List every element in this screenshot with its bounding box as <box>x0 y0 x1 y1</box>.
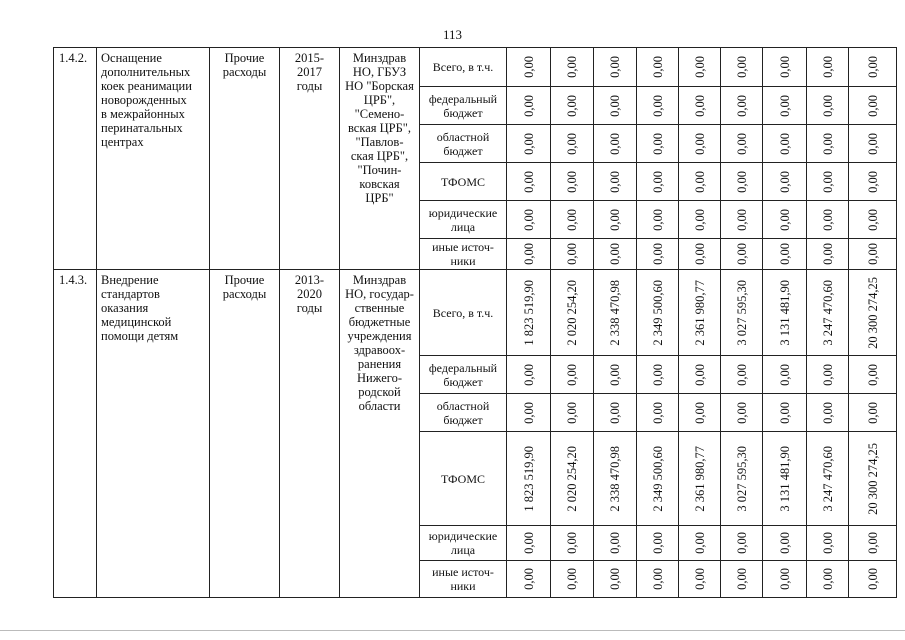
period-text-line: 2020 <box>297 287 322 301</box>
value-text: 2 361 980,77 <box>692 279 707 346</box>
page-number: 113 <box>442 27 463 42</box>
value-text: 0,00 <box>865 208 880 231</box>
value-text: 0,00 <box>521 56 536 78</box>
funding-source: Всего, в т.ч. <box>420 270 507 356</box>
value-cell <box>721 356 763 394</box>
value-text: 3 131 481,90 <box>777 279 792 346</box>
value-cell <box>763 356 807 394</box>
measure-name-text-line: медицинской <box>101 315 172 329</box>
period <box>280 270 340 598</box>
value-cell <box>551 561 594 598</box>
value-text: 0,00 <box>777 401 792 424</box>
value-text: 0,00 <box>650 243 665 265</box>
measure-name-text-line: коек реанимации <box>101 79 192 93</box>
value-cell <box>637 239 679 270</box>
budget-table <box>53 47 897 598</box>
value-cell <box>849 356 897 394</box>
measure-number: 1.4.2. <box>54 48 97 270</box>
value-cell <box>763 87 807 125</box>
value-cell <box>763 125 807 163</box>
expense-type-text-line: Прочие <box>224 51 265 65</box>
value-text: 0,00 <box>521 568 536 590</box>
period-text-line: 2013- <box>294 273 325 287</box>
value-cell <box>637 201 679 239</box>
value-text: 2 338 470,98 <box>608 279 622 346</box>
value-cell <box>679 87 721 125</box>
value-text: 0,00 <box>820 208 835 231</box>
value-text: 0,00 <box>734 243 749 265</box>
page-bottom-rule <box>0 630 905 631</box>
value-cell <box>679 561 721 598</box>
value-text: 0,00 <box>650 94 665 117</box>
value-text: 0,00 <box>777 243 792 265</box>
value-cell <box>507 270 551 356</box>
executor-text-line: бюджетные <box>348 315 411 329</box>
value-text: 0,00 <box>565 94 579 117</box>
value-cell <box>849 239 897 270</box>
value-text: 0,00 <box>521 208 536 231</box>
funding-source: юридические лица <box>420 201 507 239</box>
value-cell <box>551 394 594 432</box>
executor-text-line: учреждения <box>347 329 412 343</box>
executor-text-line: вская ЦРБ", <box>347 121 412 135</box>
value-text: 0,00 <box>734 94 749 117</box>
expense-type-text-line: расходы <box>222 65 267 79</box>
value-text: 0,00 <box>820 363 835 386</box>
value-cell <box>807 87 849 125</box>
executor-text-line: здравоох- <box>353 343 406 357</box>
value-text: 0,00 <box>608 243 622 265</box>
value-cell <box>551 48 594 87</box>
value-text: 0,00 <box>565 401 579 424</box>
value-text: 2 338 470,98 <box>608 445 622 512</box>
value-text: 3 131 481,90 <box>777 445 792 512</box>
executor <box>340 270 420 598</box>
value-cell <box>679 432 721 526</box>
value-cell <box>679 201 721 239</box>
funding-source: ТФОМС <box>420 432 507 526</box>
value-cell <box>849 526 897 561</box>
value-text: 0,00 <box>820 94 835 117</box>
value-cell <box>507 48 551 87</box>
value-cell <box>763 526 807 561</box>
value-text: 0,00 <box>608 132 622 155</box>
value-cell <box>849 394 897 432</box>
measure-name-text-line: в межрайонных <box>101 107 185 121</box>
value-text: 0,00 <box>521 532 536 554</box>
value-text: 0,00 <box>777 132 792 155</box>
value-text: 0,00 <box>865 568 880 590</box>
value-cell <box>849 561 897 598</box>
measure-name-text-line: Внедрение <box>101 273 159 287</box>
value-text: 0,00 <box>565 532 579 554</box>
value-cell <box>763 432 807 526</box>
expense-type <box>210 48 280 270</box>
value-text: 0,00 <box>608 56 622 78</box>
value-cell <box>763 48 807 87</box>
expense-type-text <box>210 51 279 79</box>
executor-text-line: ская ЦРБ", <box>350 149 409 163</box>
value-cell <box>721 432 763 526</box>
value-cell <box>551 163 594 201</box>
value-cell <box>721 163 763 201</box>
value-cell <box>679 394 721 432</box>
value-cell <box>594 239 637 270</box>
value-text: 3 247 470,60 <box>820 445 835 512</box>
value-cell <box>679 239 721 270</box>
value-cell <box>637 394 679 432</box>
value-text: 0,00 <box>521 401 536 424</box>
value-cell <box>551 270 594 356</box>
funding-source: федеральный бюджет <box>420 356 507 394</box>
value-text: 2 349 500,60 <box>650 279 665 346</box>
value-cell <box>721 125 763 163</box>
measure-name-text-line: новорожденных <box>101 93 187 107</box>
value-text: 0,00 <box>865 94 880 117</box>
value-text: 2 361 980,77 <box>692 445 707 512</box>
executor-text-line: ковская <box>359 177 400 191</box>
funding-source: иные источ-ники <box>420 561 507 598</box>
value-cell <box>594 356 637 394</box>
executor-text-line: НО "Борская <box>345 79 414 93</box>
value-text: 0,00 <box>865 532 880 554</box>
value-cell <box>849 125 897 163</box>
value-text: 0,00 <box>820 532 835 554</box>
measure-number: 1.4.3. <box>54 270 97 598</box>
value-text: 0,00 <box>777 170 792 193</box>
executor-text-line: Нижего- <box>357 371 402 385</box>
value-text: 0,00 <box>608 568 622 590</box>
value-cell <box>849 163 897 201</box>
value-cell <box>594 125 637 163</box>
value-cell <box>507 125 551 163</box>
value-cell <box>507 561 551 598</box>
value-text: 0,00 <box>734 56 749 78</box>
value-cell <box>763 394 807 432</box>
value-cell <box>721 526 763 561</box>
value-cell <box>507 356 551 394</box>
value-text: 0,00 <box>692 401 707 424</box>
executor-text-line: Минздрав <box>352 51 407 65</box>
value-text: 0,00 <box>650 363 665 386</box>
executor-text-line: НО, государ- <box>345 287 414 301</box>
value-text: 0,00 <box>820 401 835 424</box>
value-cell <box>551 201 594 239</box>
value-cell <box>807 526 849 561</box>
value-cell <box>637 270 679 356</box>
value-text: 1 823 519,90 <box>521 445 536 512</box>
value-text: 0,00 <box>865 170 880 193</box>
measure-name-text-line: Оснащение <box>101 51 162 65</box>
executor-text-line: ранения <box>357 357 402 371</box>
value-text: 3 027 595,30 <box>734 445 749 512</box>
value-text: 0,00 <box>608 170 622 193</box>
value-text: 2 349 500,60 <box>650 445 665 512</box>
value-cell <box>594 201 637 239</box>
value-text: 0,00 <box>608 94 622 117</box>
value-text: 0,00 <box>692 132 707 155</box>
value-text: 0,00 <box>650 208 665 231</box>
value-cell <box>594 526 637 561</box>
executor-text-line: ственные <box>354 301 405 315</box>
value-cell <box>637 356 679 394</box>
value-text: 0,00 <box>865 401 880 424</box>
value-cell <box>849 270 897 356</box>
expense-type <box>210 270 280 598</box>
value-cell <box>721 561 763 598</box>
funding-source: областной бюджет <box>420 394 507 432</box>
value-cell <box>637 526 679 561</box>
value-text: 0,00 <box>820 568 835 590</box>
executor <box>340 48 420 270</box>
value-cell <box>807 48 849 87</box>
measure-name-text <box>101 273 205 343</box>
table-row <box>54 48 897 87</box>
value-cell <box>763 201 807 239</box>
value-cell <box>594 87 637 125</box>
executor-text <box>340 273 419 413</box>
value-text: 0,00 <box>521 243 536 265</box>
value-cell <box>507 526 551 561</box>
value-text: 0,00 <box>565 363 579 386</box>
value-cell <box>679 163 721 201</box>
measure-name-text <box>101 51 205 149</box>
value-cell <box>594 432 637 526</box>
value-cell <box>721 87 763 125</box>
value-cell <box>507 87 551 125</box>
measure-name <box>97 48 210 270</box>
value-cell <box>849 87 897 125</box>
value-cell <box>849 432 897 526</box>
value-cell <box>807 239 849 270</box>
funding-source: юридические лица <box>420 526 507 561</box>
executor-text-line: "Павлов- <box>355 135 404 149</box>
funding-source: Всего, в т.ч. <box>420 48 507 87</box>
value-cell <box>594 561 637 598</box>
value-cell <box>807 270 849 356</box>
value-cell <box>637 125 679 163</box>
value-cell <box>637 48 679 87</box>
value-text: 0,00 <box>650 170 665 193</box>
value-text: 2 020 254,20 <box>565 445 579 512</box>
value-text: 0,00 <box>650 568 665 590</box>
value-cell <box>679 125 721 163</box>
value-cell <box>721 394 763 432</box>
funding-source: иные источ-ники <box>420 239 507 270</box>
value-cell <box>551 125 594 163</box>
measure-name <box>97 270 210 598</box>
value-cell <box>721 201 763 239</box>
executor-text-line: "Семено- <box>354 107 405 121</box>
value-cell <box>507 239 551 270</box>
value-text: 0,00 <box>777 94 792 117</box>
value-text: 0,00 <box>521 170 536 193</box>
value-text: 0,00 <box>777 56 792 78</box>
value-cell <box>807 163 849 201</box>
value-cell <box>594 48 637 87</box>
value-text: 0,00 <box>692 170 707 193</box>
value-cell <box>679 356 721 394</box>
measure-name-text-line: помощи детям <box>101 329 179 343</box>
value-cell <box>551 356 594 394</box>
period-text-line: годы <box>296 301 323 315</box>
executor-text-line: ЦРБ", <box>363 93 396 107</box>
value-cell <box>849 48 897 87</box>
value-text: 0,00 <box>608 532 622 554</box>
value-text: 20 300 274,25 <box>865 276 880 349</box>
value-cell <box>807 432 849 526</box>
value-cell <box>551 432 594 526</box>
period-text-line: 2015- <box>294 51 325 65</box>
period-text <box>280 273 339 315</box>
value-text: 0,00 <box>734 401 749 424</box>
measure-name-text-line: стандартов <box>101 287 160 301</box>
expense-type-text <box>210 273 279 301</box>
value-cell <box>807 201 849 239</box>
value-text: 0,00 <box>608 208 622 231</box>
value-cell <box>679 270 721 356</box>
table-row <box>54 270 897 356</box>
value-text: 0,00 <box>777 208 792 231</box>
value-cell <box>637 561 679 598</box>
value-text: 0,00 <box>777 532 792 554</box>
executor-text-line: "Почин- <box>357 163 402 177</box>
value-text: 3 247 470,60 <box>820 279 835 346</box>
executor-text-line: области <box>358 399 401 413</box>
measure-name-text-line: перинатальных <box>101 121 183 135</box>
value-text: 0,00 <box>734 170 749 193</box>
value-text: 0,00 <box>650 132 665 155</box>
value-cell <box>721 270 763 356</box>
value-cell <box>507 163 551 201</box>
value-text: 0,00 <box>565 568 579 590</box>
value-text: 0,00 <box>650 56 665 78</box>
value-cell <box>807 561 849 598</box>
value-text: 0,00 <box>865 132 880 155</box>
funding-source: областной бюджет <box>420 125 507 163</box>
value-text: 0,00 <box>521 132 536 155</box>
value-text: 0,00 <box>565 208 579 231</box>
value-text: 0,00 <box>734 568 749 590</box>
value-cell <box>551 87 594 125</box>
period <box>280 48 340 270</box>
executor-text-line: ЦРБ" <box>365 191 394 205</box>
value-cell <box>763 163 807 201</box>
value-cell <box>507 201 551 239</box>
value-text: 1 823 519,90 <box>521 279 536 346</box>
value-text: 3 027 595,30 <box>734 279 749 346</box>
value-text: 0,00 <box>865 363 880 386</box>
value-cell <box>849 201 897 239</box>
value-text: 0,00 <box>650 532 665 554</box>
value-cell <box>594 163 637 201</box>
value-cell <box>637 432 679 526</box>
value-text: 0,00 <box>777 568 792 590</box>
value-cell <box>807 125 849 163</box>
value-text: 0,00 <box>692 363 707 386</box>
value-cell <box>721 239 763 270</box>
value-text: 0,00 <box>650 401 665 424</box>
value-text: 0,00 <box>565 56 579 78</box>
expense-type-text-line: Прочие <box>224 273 265 287</box>
period-text <box>280 51 339 93</box>
value-text: 0,00 <box>692 56 707 78</box>
value-cell <box>721 48 763 87</box>
value-text: 0,00 <box>565 243 579 265</box>
value-text: 0,00 <box>565 132 579 155</box>
value-text: 0,00 <box>692 532 707 554</box>
expense-type-text-line: расходы <box>222 287 267 301</box>
value-text: 0,00 <box>692 208 707 231</box>
value-cell <box>637 163 679 201</box>
measure-name-text-line: центрах <box>101 135 144 149</box>
value-text: 0,00 <box>734 363 749 386</box>
value-cell <box>807 356 849 394</box>
value-text: 0,00 <box>820 56 835 78</box>
period-text-line: годы <box>296 79 323 93</box>
value-text: 0,00 <box>692 568 707 590</box>
executor-text-line: НО, ГБУЗ <box>352 65 407 79</box>
period-text-line: 2017 <box>297 65 322 79</box>
value-cell <box>594 270 637 356</box>
value-cell <box>551 239 594 270</box>
value-text: 0,00 <box>777 363 792 386</box>
value-text: 0,00 <box>865 56 880 78</box>
value-cell <box>807 394 849 432</box>
value-text: 0,00 <box>692 243 707 265</box>
value-text: 0,00 <box>608 363 622 386</box>
value-text: 0,00 <box>521 94 536 117</box>
value-text: 20 300 274,25 <box>865 442 880 515</box>
value-text: 0,00 <box>820 243 835 265</box>
executor-text-line: родской <box>358 385 401 399</box>
executor-text-line: Минздрав <box>352 273 407 287</box>
value-text: 0,00 <box>734 532 749 554</box>
value-cell <box>763 270 807 356</box>
executor-text <box>340 51 419 205</box>
measure-name-text-line: дополнительных <box>101 65 191 79</box>
value-text: 0,00 <box>521 363 536 386</box>
value-cell <box>679 48 721 87</box>
value-text: 0,00 <box>692 94 707 117</box>
value-cell <box>637 87 679 125</box>
value-cell <box>551 526 594 561</box>
value-text: 0,00 <box>820 132 835 155</box>
value-text: 0,00 <box>820 170 835 193</box>
value-cell <box>763 239 807 270</box>
value-text: 0,00 <box>565 170 579 193</box>
value-text: 0,00 <box>865 243 880 265</box>
measure-name-text-line: оказания <box>101 301 149 315</box>
value-cell <box>507 432 551 526</box>
funding-source: ТФОМС <box>420 163 507 201</box>
value-text: 0,00 <box>734 132 749 155</box>
value-cell <box>679 526 721 561</box>
funding-source: федеральный бюджет <box>420 87 507 125</box>
value-text: 2 020 254,20 <box>565 279 579 346</box>
value-cell <box>507 394 551 432</box>
value-cell <box>594 394 637 432</box>
value-cell <box>763 561 807 598</box>
value-text: 0,00 <box>608 401 622 424</box>
value-text: 0,00 <box>734 208 749 231</box>
